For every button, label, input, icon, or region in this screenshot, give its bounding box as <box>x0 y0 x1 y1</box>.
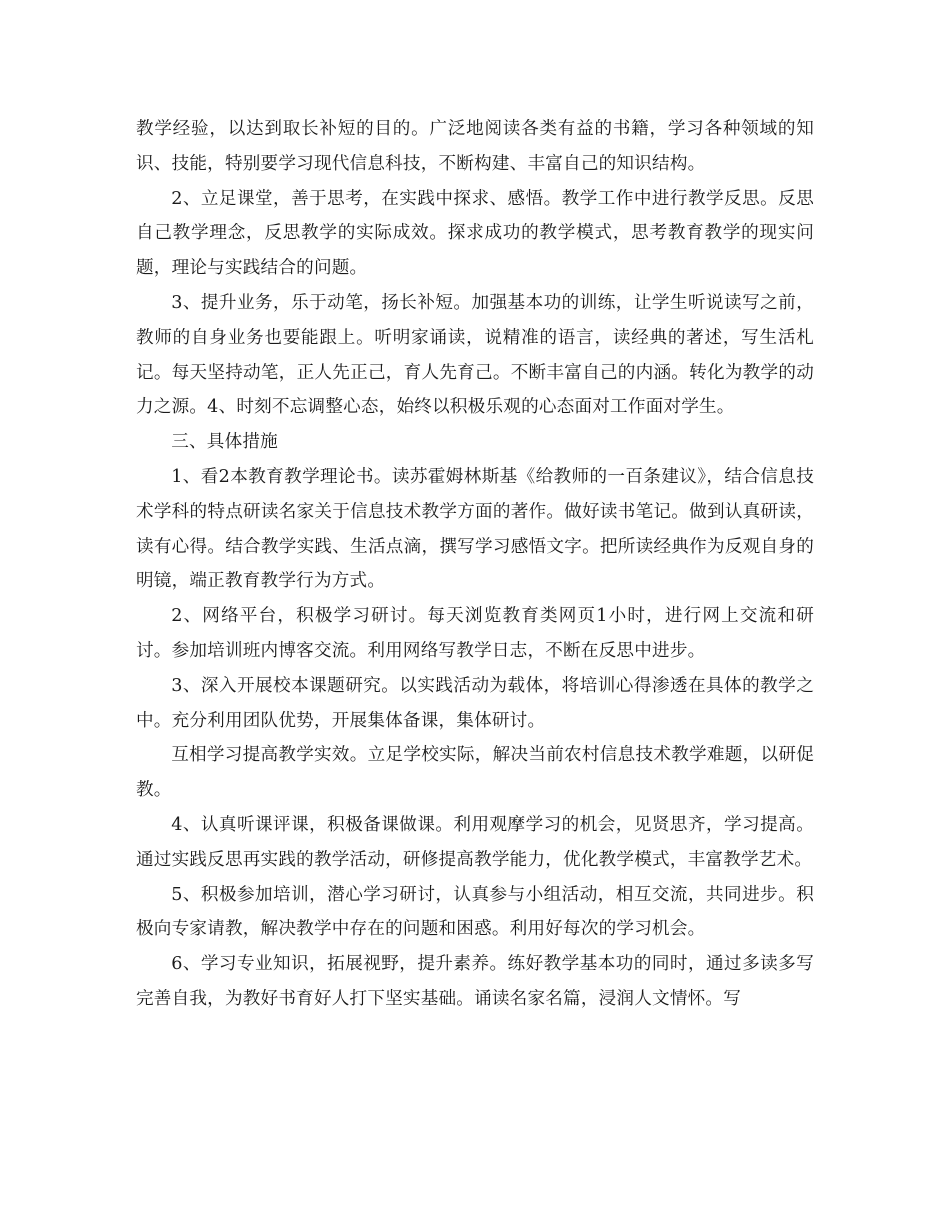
paragraph-1: 教学经验，以达到取长补短的目的。广泛地阅读各类有益的书籍，学习各种领域的知识、技能，特别要学习现代信息科技，不断构建、丰富自己的知识结构。 <box>136 119 814 174</box>
section-heading: 三、具体措施 <box>171 432 278 453</box>
paragraph-2: 2、立足课堂，善于思考，在实践中探求、感悟。教学工作中进行教学反思。反思自己教学理念，反思教学的实际成效。探求成功的教学模式，思考教育教学的现实问题，理论与实践结合的问题。 <box>136 188 814 279</box>
paragraph-7: 3、深入开展校本课题研究。以实践活动为载体，将培训心得渗透在具体的教学之中。充分利用团队优势，开展集体备课，集体研讨。 <box>136 675 814 731</box>
paragraph-6: 2、网络平台，积极学习研讨。每天浏览教育类网页1小时，进行网上交流和研讨。参加培训班内博客交流。利用网络写教学日志，不断在反思中进步。 <box>136 606 814 661</box>
paragraph-10: 5、积极参加培训，潜心学习研讨，认真参与小组活动，相互交流，共同进步。积极向专家请教，解决教学中存在的问题和困惑。利用好每次的学习机会。 <box>136 884 814 940</box>
paragraph-3: 3、提升业务，乐于动笔，扬长补短。加强基本功的训练，让学生听说读写之前，教师的自身业务也要能跟上。听明家诵读，说精准的语言，读经典的著述，写生活札记。每天坚持动笔，正人先正己，育人先育己。不断丰富自己的内涵。转化为教学的动力之源。4、时刻不忘调整心态，始终以积极乐观的心态面对工作面对学生。 <box>136 292 814 418</box>
paragraph-11: 6、学习专业知识，拓展视野，提升素养。练好教学基本功的同时，通过多读多写完善自我，为教好书育好人打下坚实基础。诵读名家名篇，浸润人文情怀。写 <box>136 954 814 1009</box>
paragraph-5: 1、看2本教育教学理论书。读苏霍姆林斯基《给教师的一百条建议》，结合信息技术学科的特点研读名家关于信息技术教学方面的著作。做好读书笔记。做到认真研读，读有心得。结合教学实践、生活点滴，撰写学习感悟文字。把所读经典作为反观自身的明镜，端正教育教学行为方式。 <box>136 466 814 592</box>
paragraph-8: 互相学习提高教学实效。立足学校实际，解决当前农村信息技术教学难题，以研促教。 <box>136 745 814 801</box>
paragraph-9: 4、认真听课评课，积极备课做课。利用观摩学习的机会，见贤思齐，学习提高。通过实践反思再实践的教学活动，研修提高教学能力，优化教学模式，丰富教学艺术。 <box>136 814 814 870</box>
document-body <box>136 112 814 1017</box>
